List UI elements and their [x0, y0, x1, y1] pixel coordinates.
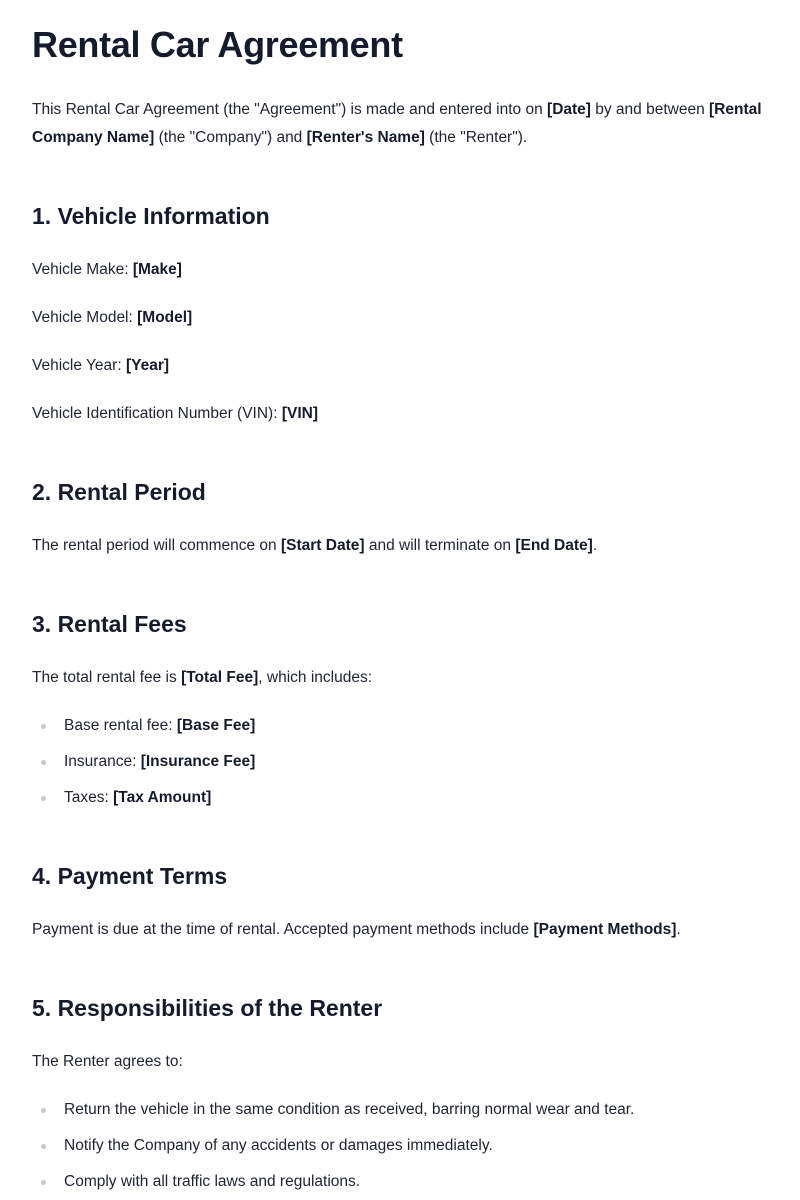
- intro-text: This Rental Car Agreement (the "Agreement") is made and entered into on: [32, 101, 548, 118]
- rental-period-paragraph: [32, 534, 768, 558]
- payment-terms-text: .: [676, 921, 681, 938]
- vehicle-year-value: [Year]: [125, 357, 170, 374]
- intro-paragraph: [32, 96, 768, 152]
- intro-text: (the "Company") and: [154, 129, 307, 146]
- list-item: [32, 786, 768, 810]
- list-item: [32, 750, 768, 774]
- vehicle-vin-value: [VIN]: [281, 405, 319, 422]
- vehicle-model-value: [Model]: [137, 309, 193, 326]
- section-heading-vehicle-information: 1. Vehicle Information: [32, 203, 270, 229]
- taxes-value: [Tax Amount]: [113, 789, 212, 806]
- list-item: Return the vehicle in the same condition as received, barring normal wear and tear.: [32, 1098, 768, 1122]
- payment-terms-text: Payment is due at the time of rental. Accepted payment methods include: [32, 921, 534, 938]
- vehicle-year-label: Vehicle Year:: [32, 357, 126, 374]
- payment-methods-placeholder: [Payment Methods]: [533, 921, 677, 938]
- vehicle-model-label: Vehicle Model:: [32, 309, 138, 326]
- base-fee-value: [Base Fee]: [176, 717, 256, 734]
- section-heading-rental-fees: 3. Rental Fees: [32, 611, 187, 637]
- list-item: Comply with all traffic laws and regulations.: [32, 1170, 768, 1194]
- rental-period-text: The rental period will commence on: [32, 537, 281, 554]
- taxes-label: Taxes:: [64, 789, 114, 806]
- rental-fees-text: The total rental fee is: [32, 669, 182, 686]
- vehicle-vin-line: [32, 402, 768, 426]
- intro-text: (the "Renter").: [424, 129, 528, 146]
- insurance-value: [Insurance Fee]: [140, 753, 256, 770]
- start-date-placeholder: [Start Date]: [280, 537, 365, 554]
- section-heading-payment-terms: 4. Payment Terms: [32, 863, 228, 889]
- payment-terms-paragraph: [32, 918, 768, 942]
- intro-text: by and between: [590, 101, 710, 118]
- responsibilities-intro: The Renter agrees to:: [32, 1053, 183, 1070]
- end-date-placeholder: [End Date]: [515, 537, 593, 554]
- total-fee-placeholder: [Total Fee]: [181, 669, 259, 686]
- vehicle-vin-label: Vehicle Identification Number (VIN):: [32, 405, 282, 422]
- base-fee-label: Base rental fee:: [64, 717, 177, 734]
- rental-fees-text: , which includes:: [258, 669, 373, 686]
- document-title: Rental Car Agreement: [32, 24, 403, 65]
- insurance-label: Insurance:: [64, 753, 141, 770]
- renter-placeholder: [Renter's Name]: [306, 129, 425, 146]
- company-placeholder: [Rental Company Name]: [32, 101, 762, 146]
- vehicle-make-value: [Make]: [132, 261, 182, 278]
- section-heading-rental-period: 2. Rental Period: [32, 479, 206, 505]
- section-heading-responsibilities: 5. Responsibilities of the Renter: [32, 995, 383, 1021]
- rental-fees-paragraph: [32, 666, 768, 690]
- vehicle-make-label: Vehicle Make:: [32, 261, 133, 278]
- rental-period-text: .: [592, 537, 598, 554]
- vehicle-model-line: [32, 306, 768, 330]
- date-placeholder: [Date]: [547, 101, 591, 118]
- list-item: [32, 714, 768, 738]
- list-item: Notify the Company of any accidents or damages immediately.: [32, 1134, 768, 1158]
- responsibilities-list: [32, 1098, 768, 1194]
- vehicle-year-line: [32, 354, 768, 378]
- fees-list: [32, 714, 768, 810]
- vehicle-make-line: [32, 258, 768, 282]
- rental-period-text: and will terminate on: [364, 537, 516, 554]
